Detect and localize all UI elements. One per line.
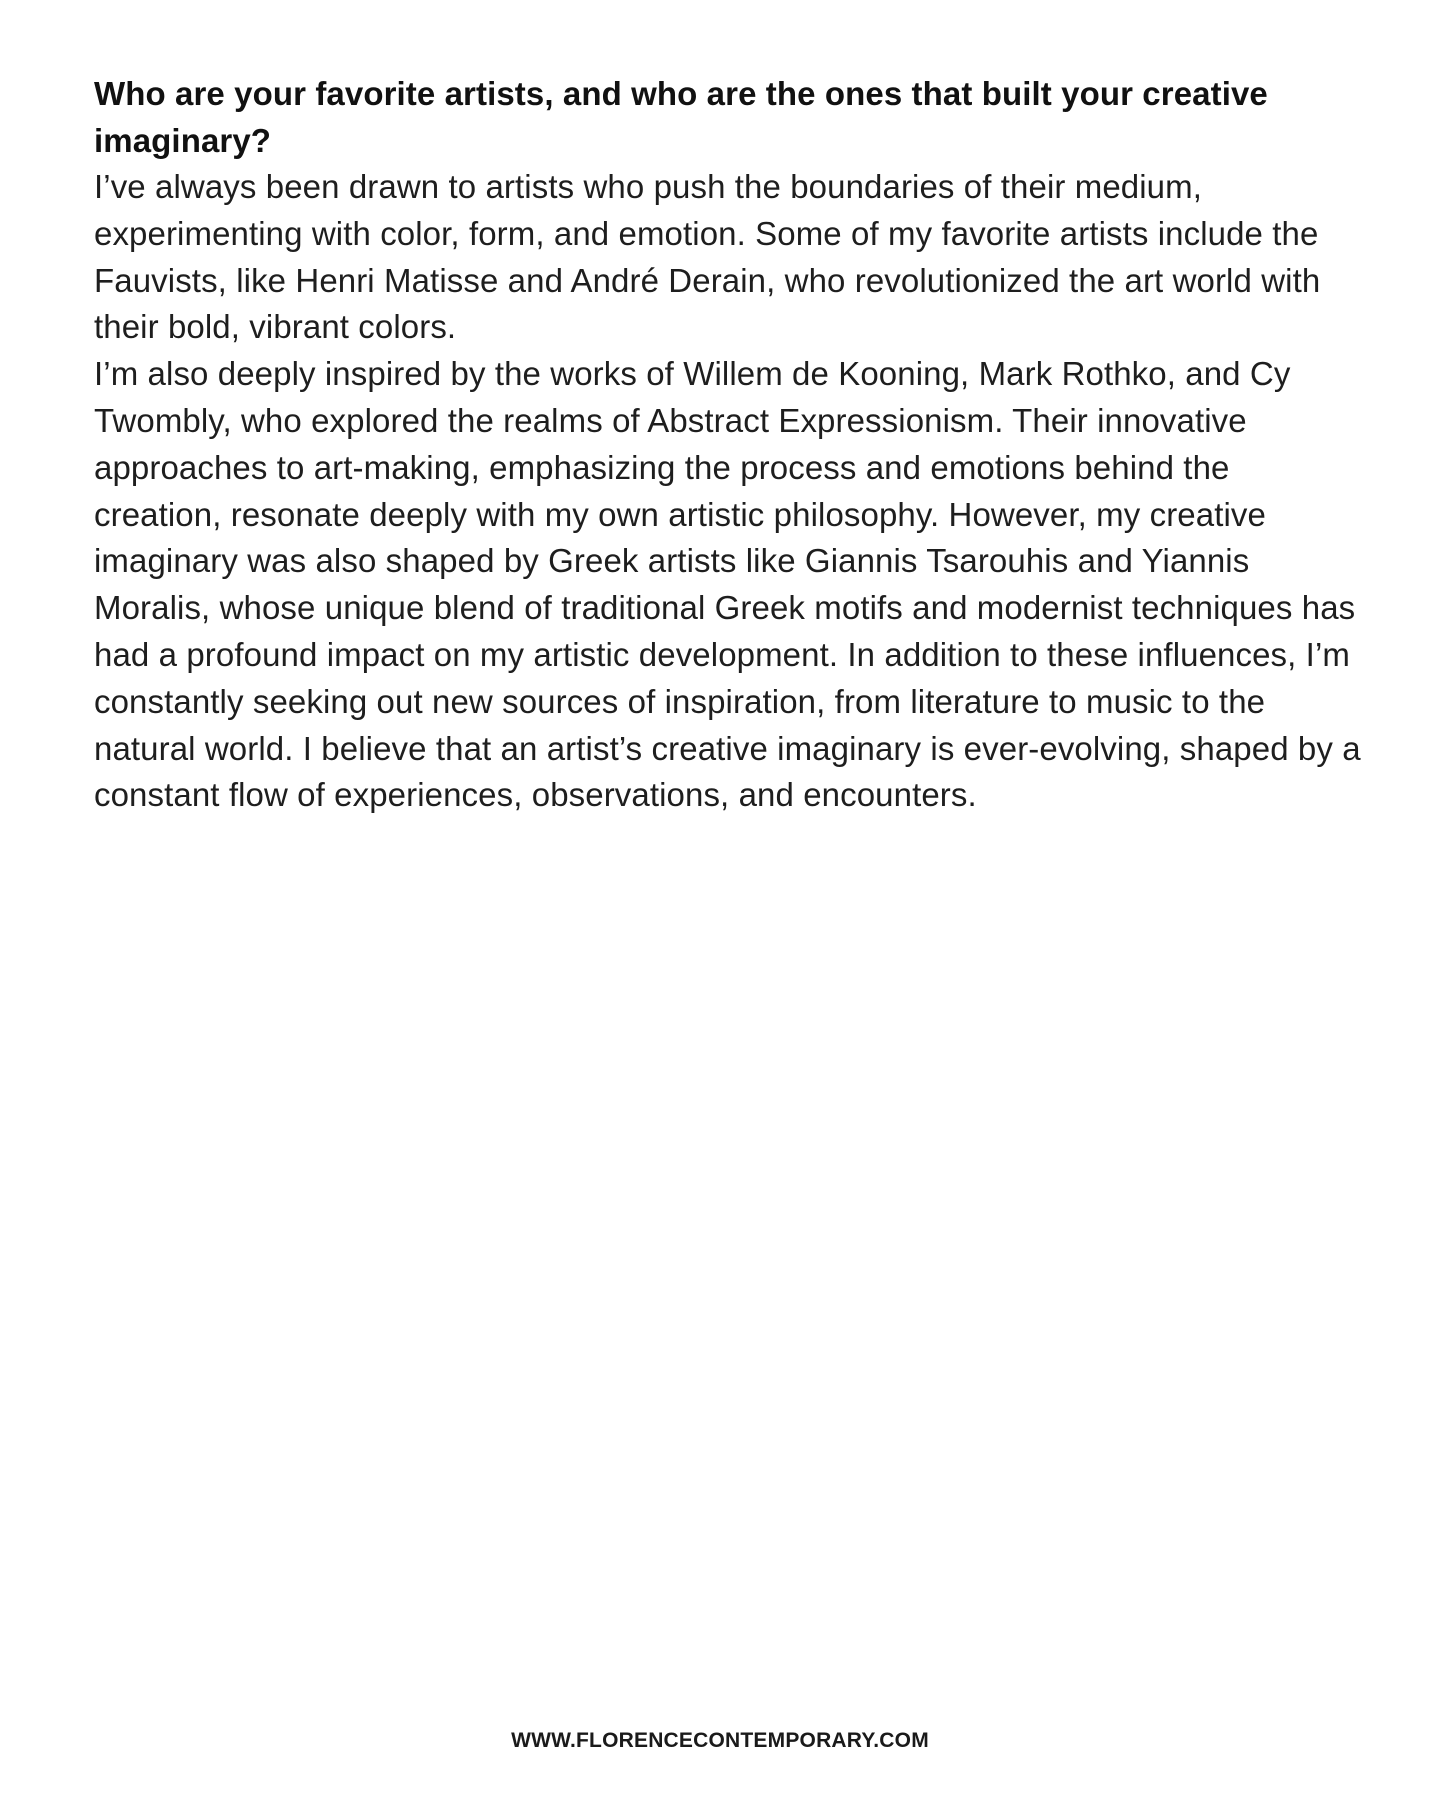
answer-paragraph-2: I’m also deeply inspired by the works of Willem de Kooning, Mark Rothko, and Cy Twombly, who explored the realms of Abstract Expressionism. Their innovative approaches to art-making, emphasizing the process and emotions behind the creation, resonate deeply with my own artistic philosophy. However, my creative imaginary was also shaped by Greek artists like Giannis Tsarouhis and Yiannis Moralis, whose unique blend of traditional Greek motifs and modernist techniques has had a profound impact on my artistic development. In addition to these influences, I’m constantly seeking out new sources of inspiration, from literature to music to the natural world. I believe that an artist’s creative imaginary is ever-evolving, shaped by a constant flow of experiences, observations, and encounters. (94, 355, 1361, 814)
interview-question: Who are your favorite artists, and who are the ones that built your creative imaginary? (94, 75, 1268, 159)
answer-paragraph-1: I’ve always been drawn to artists who push the boundaries of their medium, experimenting with color, form, and emotion. Some of my favorite artists include the Fauvists, like Henri Matisse and André Derain, who revolutionized the art world with their bold, vibrant colors. (94, 168, 1321, 346)
footer-website-url: WWW.FLORENCECONTEMPORARY.COM (511, 1729, 929, 1752)
article-body (94, 70, 1364, 819)
